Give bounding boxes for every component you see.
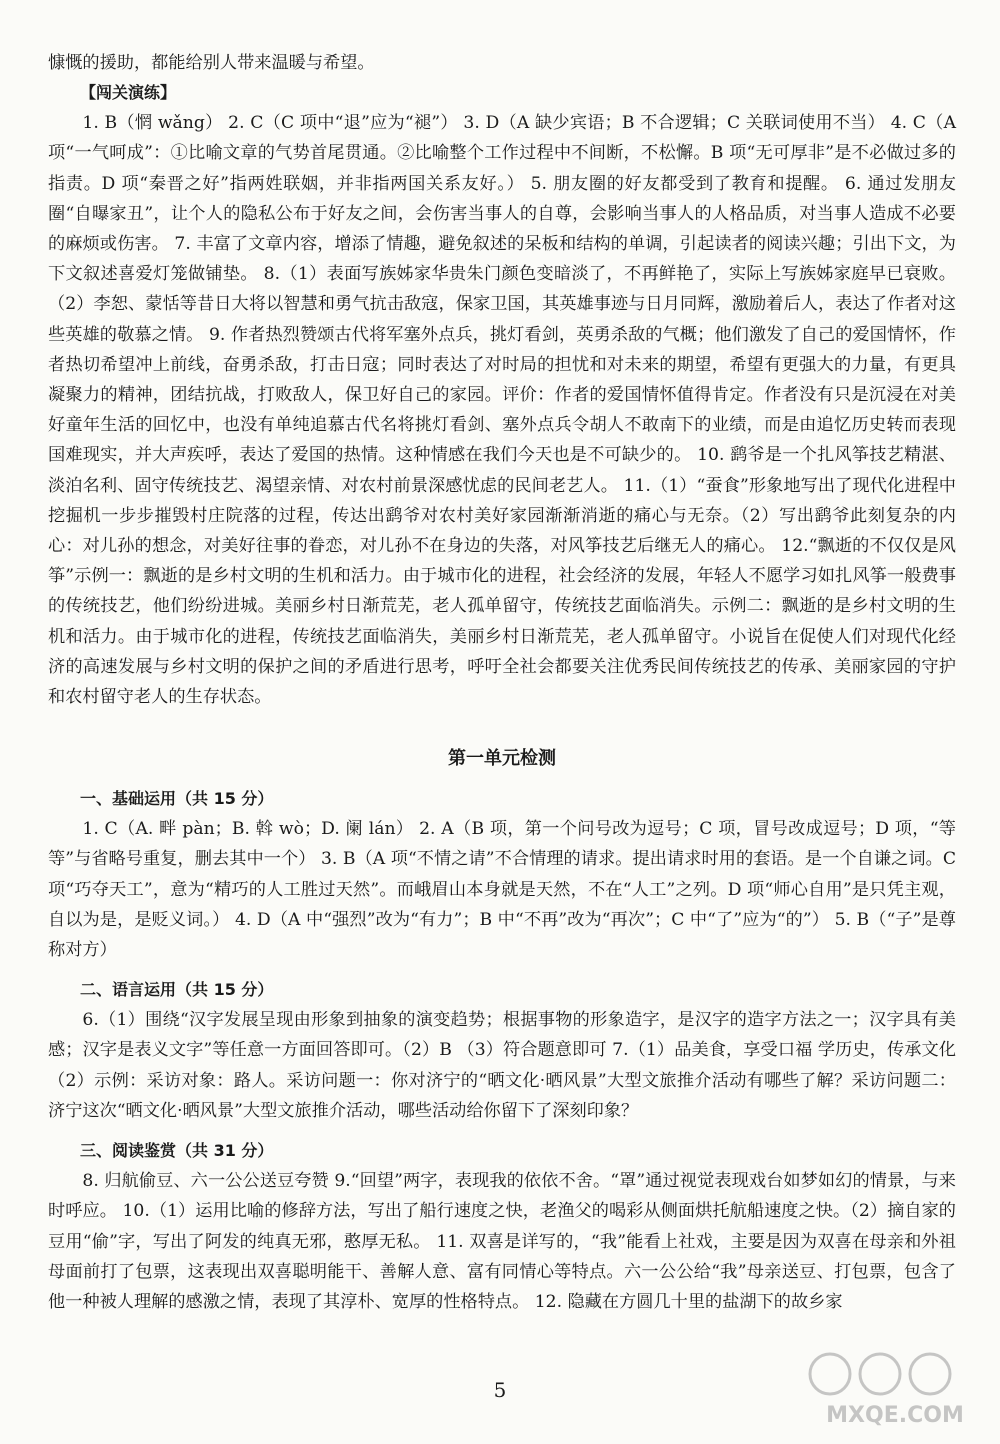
watermark-logo xyxy=(800,1344,990,1434)
section1-body: 1. C（A. 畔 pàn；B. 斡 wò；D. 阑 lán） 2. A（B 项，第一个问号改为逗号；C 项，冒号改成逗号；D 项，“等等”与省略号重复，删去其中一个） 3. B（A 项“不情之请”不合情理的请求。提出请求时用的套语。是一个自谦之词。C 项“巧夺天工”，意为“精巧的人工胜过天然”。而峨眉山本身就是天然，不在“人工”之列。D 项“师心自用”是只凭主观，自以为是，是贬义词。） 4. D（A 中“强烈”改为“有力”；B 中“不再”改为“再次”；C 中“了”应为“的”） 5. B（“子”是尊称对方） xyxy=(48,819,956,961)
continuation-text: 慷慨的援助，都能给别人带来温暖与希望。 xyxy=(48,53,375,73)
section3-heading: 三、阅读鉴赏（共 31 分） xyxy=(80,1141,274,1161)
section2-heading: 二、语言运用（共 15 分） xyxy=(80,980,274,1000)
section2-body: 6.（1）围绕“汉字发展呈现由形象到抽象的演变趋势；根据事物的形象造字，是汉字的造字方法之一；汉字具有美感；汉字是表义文字”等任意一方面回答即可。（2）B （3）符合题意即可 7.（1）品美食，享受口福 学历史，传承文化 （2）示例：采访对象：路人。采访问题一：你对济宁的“晒文化·晒风景”大型文旅推介活动有哪些了解？采访问题二：济宁这次“晒文化·晒风景”大型文旅推介活动，哪些活动给你留下了深刻印象？ xyxy=(48,1010,956,1121)
practice-heading: 【闯关演练】 xyxy=(80,83,177,103)
document-page xyxy=(48,48,956,1317)
section1-heading: 一、基础运用（共 15 分） xyxy=(80,789,274,809)
unit-title: 第一单元检测 xyxy=(448,748,556,770)
watermark-url: MXQE.COM xyxy=(826,1403,964,1428)
watermark-graphic xyxy=(800,1344,990,1434)
practice-answers: 1. B（惘 wǎng） 2. C（C 项中“退”应为“褪”） 3. D（A 缺少宾语；B 不合逻辑；C 关联词使用不当） 4. C（A 项“一气呵成”：①比喻文章的气势首尾贯通。②比喻整个工作过程中不间断，不松懈。B 项“无可厚非”是不必做过多的指责。D 项“秦晋之好”指两姓联姻，并非指两国关系友好。） 5. 朋友圈的好友都受到了教育和提醒。 6. 通过发朋友圈“自曝家丑”，让个人的隐私公布于好友之间，会伤害当事人的自尊，会影响当事人的人格品质，对当事人造成不必要的麻烦或伤害。 7. 丰富了文章内容，增添了情趣，避免叙述的呆板和结构的单调，引起读者的阅读兴趣；引出下文，为下文叙述喜爱灯笼做铺垫。 8.（1）表面写族姊家华贵朱门颜色变暗淡了，不再鲜艳了，实际上写族姊家庭早已衰败。（2）李恕、蒙恬等昔日大将以智慧和勇气抗击敌寇，保家卫国，其英雄事迹与日月同辉，激励着后人，表达了作者对这些英雄的敬慕之情。 9. 作者热烈赞颂古代将军塞外点兵，挑灯看剑，英勇杀敌的气概；他们激发了自己的爱国情怀，作者热切希望冲上前线，奋勇杀敌，打击日寇；同时表达了对时局的担忧和对未来的期望，希望有更强大的力量，有更具凝聚力的精神，团结抗战，打败敌人，保卫好自己的家园。评价：作者的爱国情怀值得肯定。作者没有只是沉浸在对美好童年生活的回忆中，也没有单纯追慕古代名将挑灯看剑、塞外点兵令胡人不敢南下的业绩，而是由追忆历史转而表现国难现实，并大声疾呼，表达了爱国的热情。这种情感在我们今天也是不可缺少的。 10. 鹞爷是一个扎风筝技艺精湛、淡泊名利、固守传统技艺、渴望亲情、对农村前景深感忧虑的民间老艺人。 11.（1）“蚕食”形象地写出了现代化进程中挖掘机一步步摧毁村庄院落的过程，传达出鹞爷对农村美好家园渐渐消逝的痛心与无奈。（2）写出鹞爷此刻复杂的内心：对儿孙的想念，对美好往事的眷恋，对儿孙不在身边的失落，对风筝技艺后继无人的痛心。 12.“飘逝的不仅仅是风筝”示例一：飘逝的是乡村文明的生机和活力。由于城市化的进程，社会经济的发展，年轻人不愿学习如扎风筝一般费事的传统技艺，他们纷纷进城。美丽乡村日渐荒芜，老人孤单留守，传统技艺面临消失。示例二：飘逝的是乡村文明的生机和活力。由于城市化的进程，传统技艺面临消失，美丽乡村日渐荒芜，老人孤单留守。小说旨在促使人们对现代化经济的高速发展与乡村文明的保护之间的矛盾进行思考，呼吁全社会都要关注优秀民间传统技艺的传承、美丽家园的守护和农村留守老人的生存状态。 xyxy=(48,113,956,708)
section3-body: 8. 归航偷豆、六一公公送豆夸赞 9.“回望”两字，表现我的依依不舍。“罩”通过视觉表现戏台如梦如幻的情景，与来时呼应。 10.（1）运用比喻的修辞方法，写出了船行速度之快，老渔父的喝彩从侧面烘托航船速度之快。（2）摘自家的豆用“偷”字，写出了阿发的纯真无邪，憨厚无私。 11. 双喜是详写的，“我”能看上社戏，主要是因为双喜在母亲和外祖母面前打了包票，这表现出双喜聪明能干、善解人意、富有同情心等特点。六一公公给“我”母亲送豆、打包票，包含了他一种被人理解的感激之情，表现了其淳朴、宽厚的性格特点。 12. 隐藏在方圆几十里的盐湖下的故乡家 xyxy=(48,1171,956,1312)
page-number: 5 xyxy=(493,1378,507,1402)
